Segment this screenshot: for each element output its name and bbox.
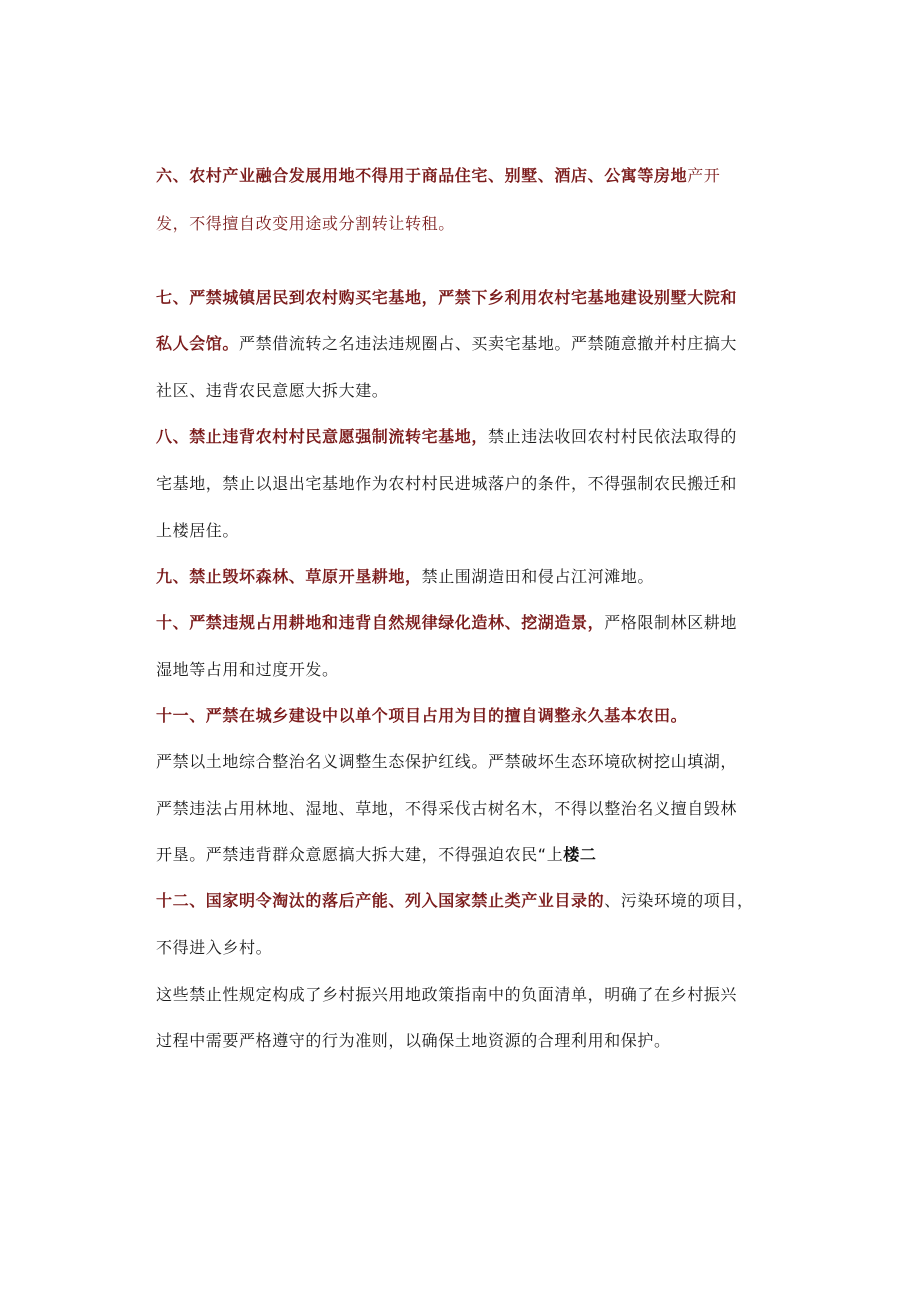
section-6-line-2: 发，不得擅自改变用途或分割转让转租。 xyxy=(156,214,455,233)
section-9-heading: 九、禁止毁坏森林、草原开垦耕地， xyxy=(156,567,422,586)
summary-line-2: 过程中需要严格遵守的行为准则，以确保土地资源的合理利用和保护。 xyxy=(156,1031,671,1050)
section-6-heading: 六、农村产业融合发展用地不得用于商品住宅、别墅、酒店、公寓等房地 xyxy=(156,166,688,185)
section-7-line-3: 社区、违背农民意愿大拆大建。 xyxy=(156,381,389,400)
section-6-tail: 产开 xyxy=(687,166,721,185)
section-8-text: 禁止违法收回农村村民依法取得的 xyxy=(488,427,738,446)
section-11-line-4 xyxy=(156,843,766,867)
section-8-heading: 八、禁止违背农村村民意愿强制流转宅基地， xyxy=(156,427,489,446)
section-9-line-1 xyxy=(156,565,766,589)
section-11-bold-end: 楼二 xyxy=(563,845,597,864)
section-8-line-3: 上楼居住。 xyxy=(156,521,240,540)
section-9-text: 禁止围湖造田和侵占江河滩地。 xyxy=(421,567,655,586)
section-7-heading-end: 私人会馆。 xyxy=(156,334,240,353)
section-7-line-2 xyxy=(156,332,766,356)
section-12-heading: 十二、国家明令淘汰的落后产能、列入国家禁止类产业目录的 xyxy=(156,891,605,910)
section-12-line-1 xyxy=(156,889,766,913)
section-11-line-3: 严禁违法占用林地、湿地、草地，不得采伐古树名木，不得以整治名义擅自毁林 xyxy=(156,799,738,818)
section-8-line-1 xyxy=(156,425,766,449)
summary-line-1: 这些禁止性规定构成了乡村振兴用地政策指南中的负面清单，明确了在乡村振兴 xyxy=(156,985,738,1004)
section-12-text: 、污染环境的项目， xyxy=(604,891,754,910)
section-11-line-2: 严禁以土地综合整治名义调整生态保护红线。严禁破坏生态环境砍树挖山填湖， xyxy=(156,752,738,771)
section-10-line-1 xyxy=(156,611,766,635)
section-12-line-2: 不得进入乡村。 xyxy=(156,938,273,957)
section-8-line-2: 宅基地，禁止以退出宅基地作为农村村民进城落户的条件，不得强制农民搬迁和 xyxy=(156,474,738,493)
section-10-text: 严格限制林区耕地 xyxy=(604,613,738,632)
section-11-text: 开垦。严禁违背群众意愿搞大拆大建，不得强迫农民“上 xyxy=(156,845,564,864)
section-11-heading: 十一、严禁在城乡建设中以单个项目占用为目的擅自调整永久基本农田。 xyxy=(156,706,688,725)
section-10-line-2: 湿地等占用和过度开发。 xyxy=(156,660,339,679)
section-10-heading: 十、严禁违规占用耕地和违背自然规律绿化造林、挖湖造景， xyxy=(156,613,605,632)
section-7-text: 严禁借流转之名违法违规圈占、买卖宅基地。严禁随意撤并村庄搞大 xyxy=(239,334,738,353)
section-7-line-1: 七、严禁城镇居民到农村购买宅基地，严禁下乡利用农村宅基地建设别墅大院和 xyxy=(156,288,738,307)
section-6-line-1 xyxy=(156,164,766,188)
